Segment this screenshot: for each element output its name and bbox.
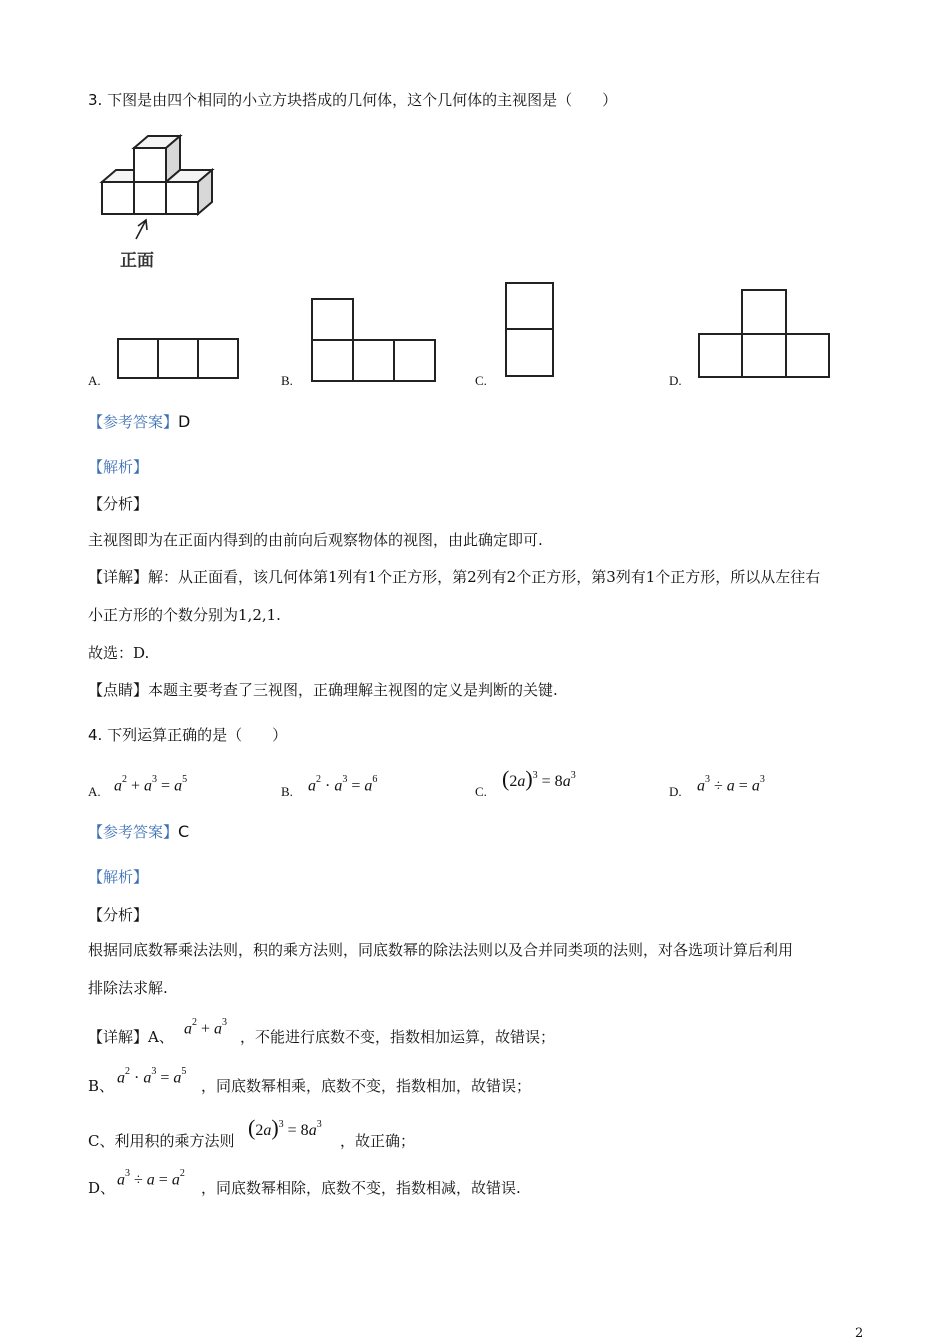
q3-detail-tag: 【详解】: [88, 568, 149, 586]
q4-detail-d-prefix: D、: [88, 1179, 116, 1197]
q3-option-a-figure: [117, 338, 239, 380]
q4-option-b-label: B.: [281, 784, 293, 799]
q4-detail-b-prefix: B、: [88, 1077, 115, 1095]
q4-option-d-expr: $a^3 \div a = a^3$: [697, 774, 765, 795]
q4-option-b-expr: $a^2 \cdot a^3 = a^6$: [308, 774, 378, 795]
front-label: 正面: [120, 251, 154, 271]
q4-detail-a: [88, 1027, 174, 1047]
q3-dianjing: [88, 680, 558, 700]
q4-fenxi-line1: 根据同底数幂乘法法则，积的乘方法则，同底数幂的除法法则以及合并同类项的法则，对各选项计算后利用: [88, 941, 794, 959]
q4-stem: 4. 下列运算正确的是（ ）: [88, 726, 288, 744]
q4-detail-d-text: ，同底数幂相除，底数不变，指数相减，故错误.: [201, 1179, 521, 1197]
q3-stem: 3. 下图是由四个相同的小立方块搭成的几何体，这个几何体的主视图是（ ）: [88, 91, 618, 109]
q3-option-a-label: A.: [88, 373, 101, 388]
q4-answer-tag: 【参考答案】: [88, 823, 179, 841]
q4-option-c-expr: $(2a)^3 = 8a^3$: [502, 766, 576, 791]
q3-answer-row: [88, 411, 190, 432]
q4-answer: C: [178, 822, 190, 841]
q4-detail-c-prefix: C、利用积的乘方法则: [88, 1132, 235, 1150]
q3-dianjing-text: 本题主要考查了三视图，正确理解主视图的定义是判断的关键.: [148, 681, 558, 699]
cube-figure: [100, 134, 220, 269]
q4-answer-row: [88, 821, 189, 842]
q4-option-a-label: A.: [88, 784, 101, 799]
q4-detail-a-expr: $a^2 + a^3$: [184, 1017, 228, 1038]
q3-dianjing-tag: 【点睛】: [88, 681, 149, 699]
answer-tag: 【参考答案】: [88, 413, 179, 431]
q3-fenxi-text: 主视图即为在正面内得到的由前向后观察物体的视图，由此确定即可.: [88, 531, 543, 549]
q3-detail-line2: 小正方形的个数分别为1,2,1.: [88, 606, 281, 624]
q4-option-d-label: D.: [669, 784, 682, 799]
q3-analysis-tag: 【解析】: [88, 458, 149, 476]
q4-detail-c-text: ，故正确；: [340, 1132, 416, 1150]
q3-fenxi-tag: 【分析】: [88, 495, 149, 513]
q4-detail-c-expr: $(2a)^3 = 8a^3$: [248, 1115, 322, 1140]
q3-detail-line1: [88, 567, 820, 587]
q4-detail-d-expr: $a^3 \div a = a^2$: [117, 1168, 185, 1189]
q4-detail-a-prefix: A、: [148, 1028, 174, 1046]
q3-option-c-label: C.: [475, 373, 487, 388]
q4-fenxi-line2: 排除法求解.: [88, 979, 168, 997]
q3-option-c-figure: [505, 282, 555, 378]
q4-fenxi-tag: 【分析】: [88, 906, 149, 924]
q3-option-d-label: D.: [669, 373, 682, 388]
q3-detail-text1: 解：从正面看，该几何体第1列有1个正方形，第2列有2个正方形，第3列有1个正方形，所以从左往右: [148, 568, 821, 586]
q4-option-a-expr: $a^2 + a^3 = a^5$: [114, 774, 188, 795]
q4-option-c-label: C.: [475, 784, 487, 799]
q3-choose: 故选：D.: [88, 644, 150, 662]
q4-detail-tag: 【详解】: [88, 1028, 149, 1046]
q3-option-b-label: B.: [281, 373, 293, 388]
q4-analysis-tag: 【解析】: [88, 868, 149, 886]
q4-detail-a-text: ，不能进行底数不变，指数相加运算，故错误；: [240, 1028, 556, 1046]
page-number: 2: [855, 1326, 864, 1341]
q4-detail-b-expr: $a^2 \cdot a^3 = a^5$: [117, 1066, 187, 1087]
q3-option-b-figure: [311, 298, 437, 382]
q3-answer: D: [178, 412, 191, 431]
q4-detail-b-text: ，同底数幂相乘，底数不变，指数相加，故错误；: [201, 1077, 532, 1095]
q3-option-d-figure: [698, 289, 831, 379]
